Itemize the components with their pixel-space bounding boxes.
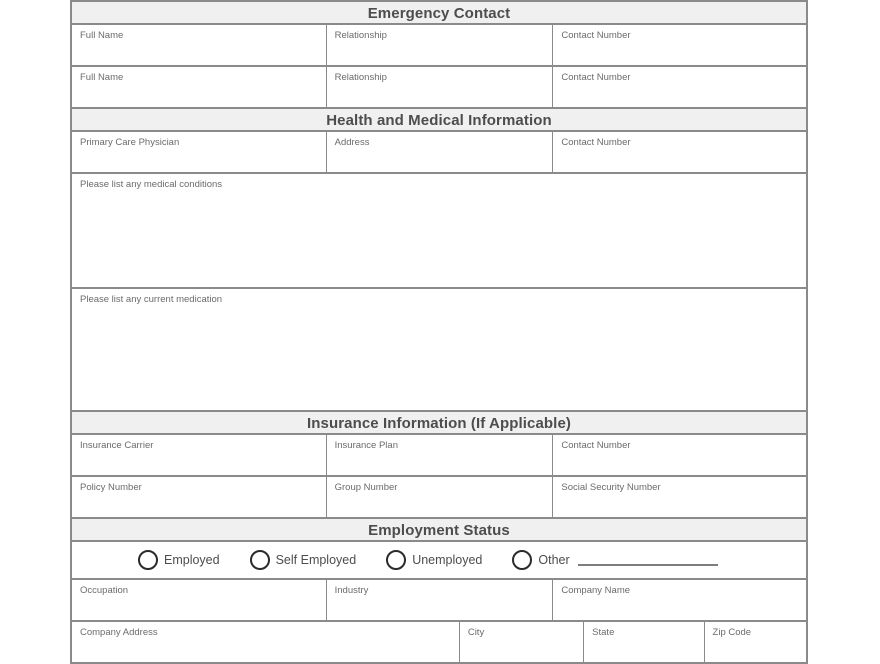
field-label: Please list any medical conditions: [80, 179, 223, 190]
field-label: Address: [334, 137, 370, 148]
table-row: [72, 580, 806, 622]
radio-option-self-employed[interactable]: [250, 550, 357, 570]
field-primary-care-physician[interactable]: [72, 132, 327, 172]
field-label: Primary Care Physician: [80, 137, 180, 148]
field-medical-conditions[interactable]: [72, 174, 806, 287]
radio-option-unemployed[interactable]: [386, 550, 482, 570]
field-city[interactable]: [460, 622, 584, 662]
field-label: Group Number: [334, 482, 398, 493]
section-heading-health-medical: Health and Medical Information: [72, 109, 806, 132]
field-label: Insurance Carrier: [80, 440, 154, 451]
field-social-security-number[interactable]: [553, 477, 806, 517]
section-heading-insurance-information: Insurance Information (If Applicable): [72, 412, 806, 435]
radio-circle-icon[interactable]: [386, 550, 406, 570]
radio-label: Employed: [164, 553, 220, 567]
field-insurance-contact-number[interactable]: [553, 435, 806, 475]
field-insurance-plan[interactable]: [327, 435, 554, 475]
field-company-address[interactable]: [72, 622, 460, 662]
field-label: Policy Number: [80, 482, 142, 493]
field-occupation[interactable]: [72, 580, 327, 620]
field-relationship-1[interactable]: [327, 25, 554, 65]
radio-option-employed[interactable]: [138, 550, 220, 570]
table-row: [72, 67, 806, 109]
section-heading-emergency-contact: Emergency Contact: [72, 2, 806, 25]
table-row: [72, 435, 806, 477]
field-label: Full Name: [80, 72, 124, 83]
table-row: [72, 477, 806, 519]
field-label: Company Address: [80, 627, 158, 638]
field-label: Please list any current medication: [80, 294, 223, 305]
field-contact-number-2[interactable]: [553, 67, 806, 107]
field-current-medication[interactable]: [72, 289, 806, 410]
field-physician-contact-number[interactable]: [553, 132, 806, 172]
radio-circle-icon[interactable]: [138, 550, 158, 570]
employment-status-options: [72, 542, 806, 580]
field-label: Relationship: [334, 72, 387, 83]
radio-circle-icon[interactable]: [512, 550, 532, 570]
table-row: [72, 25, 806, 67]
radio-label: Self Employed: [275, 553, 357, 567]
table-row: [72, 622, 806, 664]
table-row: [72, 132, 806, 174]
radio-circle-icon[interactable]: [250, 550, 270, 570]
field-full-name-1[interactable]: [72, 25, 327, 65]
field-group-number[interactable]: [327, 477, 554, 517]
intake-form-sheet: [70, 0, 808, 664]
field-zip-code[interactable]: [705, 622, 806, 662]
radio-label: Unemployed: [412, 553, 483, 567]
field-insurance-carrier[interactable]: [72, 435, 327, 475]
field-state[interactable]: [584, 622, 704, 662]
radio-option-other[interactable]: [512, 550, 717, 570]
field-label: Occupation: [80, 585, 129, 596]
field-label: Relationship: [334, 30, 387, 41]
field-contact-number-1[interactable]: [553, 25, 806, 65]
field-label: Social Security Number: [561, 482, 661, 493]
field-company-name[interactable]: [553, 580, 806, 620]
field-label: Contact Number: [561, 72, 631, 83]
field-label: State: [592, 627, 615, 638]
field-label: Insurance Plan: [334, 440, 398, 451]
field-label: Contact Number: [561, 137, 631, 148]
field-physician-address[interactable]: [327, 132, 554, 172]
field-policy-number[interactable]: [72, 477, 327, 517]
field-label: Full Name: [80, 30, 124, 41]
other-write-in-line[interactable]: [578, 555, 718, 566]
field-label: Contact Number: [561, 30, 631, 41]
field-full-name-2[interactable]: [72, 67, 327, 107]
section-heading-employment-status: Employment Status: [72, 519, 806, 542]
field-label: Company Name: [561, 585, 631, 596]
radio-label: Other: [538, 553, 570, 567]
field-label: Industry: [334, 585, 369, 596]
field-industry[interactable]: [327, 580, 554, 620]
field-relationship-2[interactable]: [327, 67, 554, 107]
table-row: [72, 289, 806, 412]
field-label: Contact Number: [561, 440, 631, 451]
field-label: Zip Code: [712, 627, 752, 638]
table-row: [72, 174, 806, 289]
field-label: City: [467, 627, 485, 638]
